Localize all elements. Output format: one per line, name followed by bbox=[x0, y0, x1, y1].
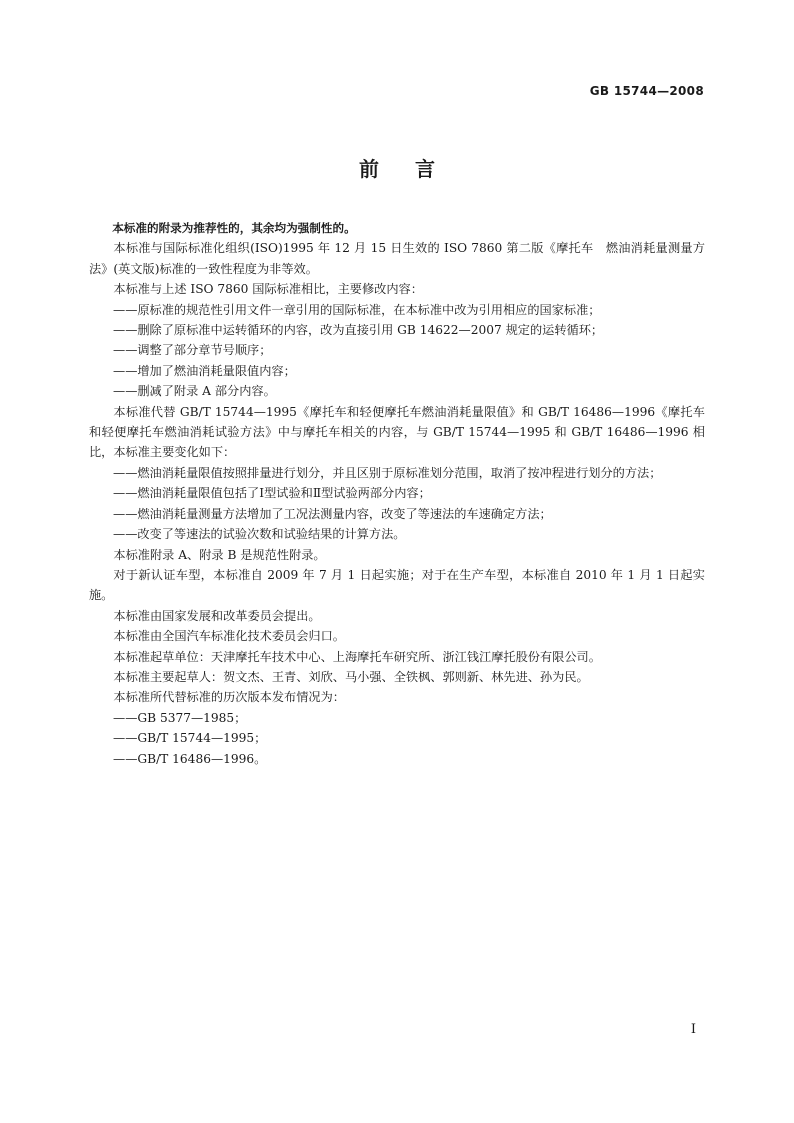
list-item: ——删除了原标准中运转循环的内容，改为直接引用 GB 14622—2007 规定的运转循环； bbox=[113, 323, 604, 338]
list-item: ——燃油消耗量限值按照排量进行划分，并且区别于原标准划分范围，取消了按冲程进行划分的方法； bbox=[113, 465, 662, 480]
standard-number: GB 15744—2008 bbox=[589, 84, 704, 98]
drafting-units-paragraph: 本标准起草单位：天津摩托车技术中心、上海摩托车研究所、浙江钱江摩托股份有限公司。 bbox=[113, 649, 601, 664]
iso-diff-intro: 本标准与上述 ISO 7860 国际标准相比，主要修改内容： bbox=[113, 282, 423, 297]
iso-relation-paragraph: 本标准与国际标准化组织(ISO)1995 年 12 月 15 日生效的 ISO 7860 第二版《摩托车 燃油消耗量测量方法》(英文版)标准的一致性程度为非等效。 bbox=[89, 241, 705, 276]
proposed-by-paragraph: 本标准由国家发展和改革委员会提出。 bbox=[113, 608, 321, 623]
list-item: ——燃油消耗量测量方法增加了工况法测量内容，改变了等速法的车速确定方法； bbox=[113, 506, 552, 521]
history-intro-paragraph: 本标准所代替标准的历次版本发布情况为： bbox=[113, 690, 345, 705]
list-item: ——改变了等速法的试验次数和试验结果的计算方法。 bbox=[113, 527, 406, 542]
managed-by-paragraph: 本标准由全国汽车标准化技术委员会归口。 bbox=[113, 629, 345, 644]
drafters-paragraph: 本标准主要起草人：贺文杰、王青、刘欣、马小强、全铁枫、郭则新、林先进、孙为民。 bbox=[113, 669, 589, 684]
list-item: ——GB 5377—1985； bbox=[113, 710, 247, 725]
page-title: 前言 bbox=[359, 157, 471, 181]
list-item: ——调整了部分章节号顺序； bbox=[113, 343, 272, 358]
normative-appendix-paragraph: 本标准附录 A、附录 B 是规范性附录。 bbox=[113, 547, 326, 562]
list-item: ——删减了附录 A 部分内容。 bbox=[113, 384, 276, 399]
list-item: ——增加了燃油消耗量限值内容； bbox=[113, 363, 296, 378]
implementation-paragraph: 对于新认证车型，本标准自 2009 年 7 月 1 日起实施；对于在生产车型，本标准自 2010 年 1 月 1 日起实施。 bbox=[89, 567, 705, 603]
list-item: ——原标准的规范性引用文件一章引用的国际标准，在本标准中改为引用相应的国家标准； bbox=[113, 302, 601, 317]
list-item: ——GB/T 16486—1996。 bbox=[113, 751, 267, 766]
list-item: ——GB/T 15744—1995； bbox=[113, 731, 267, 746]
appendix-note: 本标准的附录为推荐性的，其余均为强制性的。 bbox=[112, 221, 356, 235]
replace-intro-paragraph: 本标准代替 GB/T 15744—1995《摩托车和轻便摩托车燃油消耗量限值》和 GB/T 16486—1996《摩托车和轻便摩托车燃油消耗试验方法》中与摩托车相关的内容，与 GB/T 15744—1995 和 GB/T 16486—1996 相比，本标准主要变化如下： bbox=[89, 404, 705, 460]
document-body bbox=[89, 218, 705, 769]
page-number: I bbox=[690, 1022, 696, 1037]
list-item: ——燃油消耗量限值包括了Ⅰ型试验和Ⅱ型试验两部分内容； bbox=[113, 486, 431, 501]
